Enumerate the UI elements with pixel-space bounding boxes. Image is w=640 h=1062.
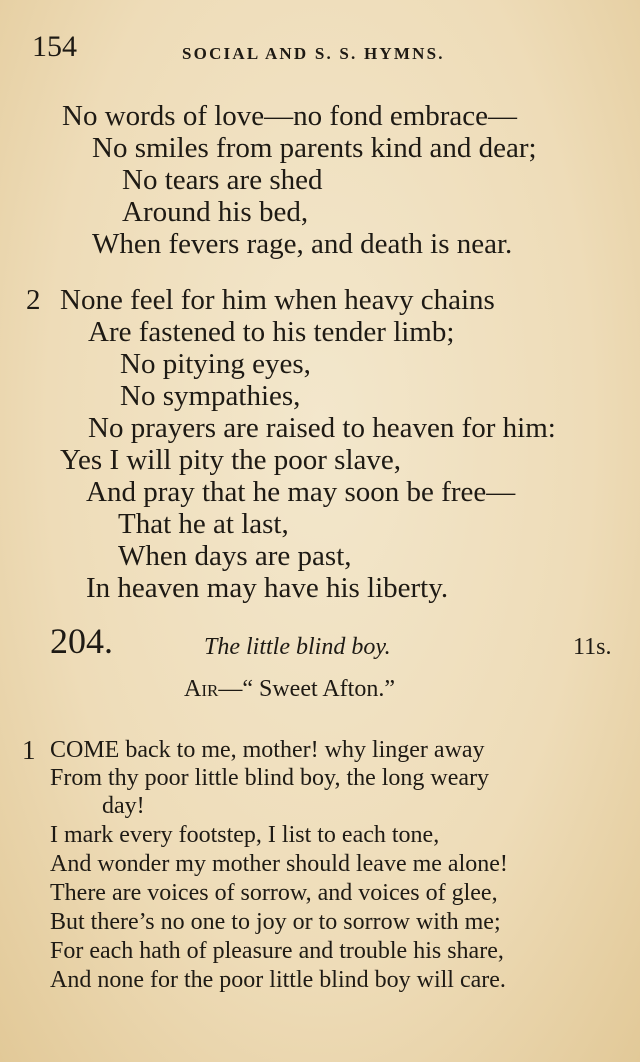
verse-line: No sympathies, — [120, 380, 301, 412]
verse-line: Yes I will pity the poor slave, — [60, 444, 402, 476]
hymn-title: The little blind boy. — [204, 634, 391, 660]
verse-line: day! — [102, 793, 145, 819]
verse-line: No pitying eyes, — [120, 348, 311, 380]
page-number: 154 — [32, 30, 77, 63]
verse-line: When days are past, — [118, 540, 352, 572]
verse-line: In heaven may have his liberty. — [86, 572, 449, 604]
verse-line: I mark every footstep, I list to each tone, — [50, 822, 440, 848]
verse-line: But there’s no one to joy or to sorrow with me; — [50, 909, 501, 935]
verse-line: And none for the poor little blind boy will care. — [50, 967, 506, 993]
verse-line: From thy poor little blind boy, the long weary — [50, 765, 490, 791]
verse-line: For each hath of pleasure and trouble his share, — [50, 938, 504, 964]
hymn-tune — [184, 676, 395, 703]
verse-line: COME back to me, mother! why linger away — [50, 737, 485, 763]
verse-line: No words of love—no fond embrace— — [62, 100, 518, 132]
air-tune-name: —“ Sweet Afton.” — [218, 676, 395, 702]
hymn-meter: 11s. — [573, 634, 612, 660]
verse-line: And pray that he may soon be free— — [86, 476, 516, 508]
running-title: SOCIAL AND S. S. HYMNS. — [182, 44, 445, 63]
verse-line: When fevers rage, and death is near. — [92, 228, 513, 260]
hymn-number: 204. — [50, 621, 113, 661]
verse-line: Are fastened to his tender limb; — [88, 316, 455, 348]
verse-line: There are voices of sorrow, and voices of glee, — [50, 880, 498, 906]
verse-line: That he at last, — [118, 508, 289, 540]
stanza-number: 2 — [26, 284, 41, 316]
air-label: Air — [184, 676, 219, 702]
verse-line: No tears are shed — [122, 164, 323, 196]
verse-line: And wonder my mother should leave me alone! — [50, 851, 508, 877]
verse-line: Around his bed, — [122, 196, 309, 228]
verse-line: No prayers are raised to heaven for him: — [88, 412, 556, 444]
verse-line: None feel for him when heavy chains — [60, 284, 495, 316]
stanza-number: 1 — [22, 735, 36, 765]
verse-line: No smiles from parents kind and dear; — [92, 132, 537, 164]
